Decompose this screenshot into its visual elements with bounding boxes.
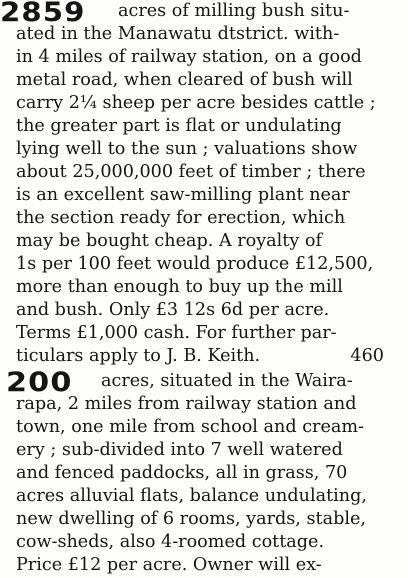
listing-line: the greater part is flat or undulating [16, 116, 342, 136]
listing-line: new dwelling of 6 rooms, yards, stable, [16, 509, 366, 529]
listing-line: more than enough to buy up the mill [16, 277, 343, 297]
listing-line: ticulars apply to J. B. Keith. [16, 346, 261, 366]
listing-line: acres, situated in the Waira- [101, 371, 353, 391]
listing-line: Terms £1,000 cash. For further par- [16, 323, 337, 343]
listing-line: is an excellent saw-milling plant near [16, 185, 350, 205]
listing-line: in 4 miles of railway station, on a good [16, 47, 362, 67]
listing-line: ery ; sub-divided into 7 well watered [16, 440, 343, 460]
listing-line: and fenced paddocks, all in grass, 70 [16, 463, 348, 483]
listing-line: Price £12 per acre. Owner will ex- [16, 555, 322, 575]
listing-line: town, one mile from school and cream- [16, 417, 364, 437]
listing-line: acres alluvial flats, balance undulating, [16, 486, 367, 506]
listing-line: ated in the Manawatu dtstrict. with- [16, 24, 340, 44]
listing-line: carry 2¼ sheep per acre besides cattle ; [16, 93, 376, 113]
listing-line: about 25,000,000 feet of timber ; there [16, 162, 366, 182]
listing-line: may be bought cheap. A royalty of [16, 231, 323, 251]
listing-reference-number: 460 [350, 346, 384, 366]
listing-line: and bush. Only £3 12s 6d per acre. [16, 300, 330, 320]
listing-line: cow-sheds, also 4-roomed cottage. [16, 532, 325, 552]
listing-acreage: 200 [6, 367, 73, 398]
listing-acreage: 2859 [0, 0, 86, 28]
listing-line: acres of milling bush situ- [118, 1, 350, 21]
listing-line: rapa, 2 miles from railway station and [16, 394, 357, 414]
listing-line: 1s per 100 feet would produce £12,500, [16, 254, 374, 274]
listing-line: lying well to the sun ; valuations show [16, 139, 358, 159]
listing-line: the section ready for erection, which [16, 208, 346, 228]
listing-line: metal road, when cleared of bush will [16, 70, 353, 90]
